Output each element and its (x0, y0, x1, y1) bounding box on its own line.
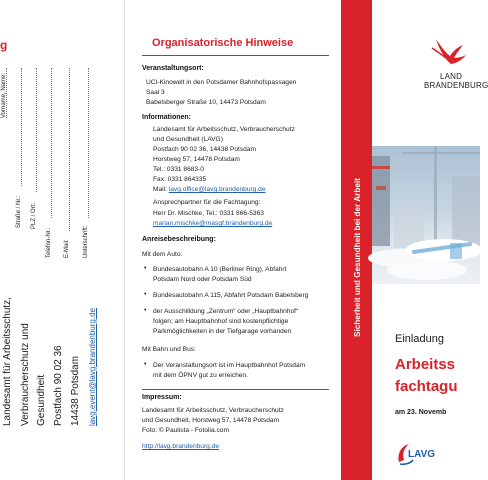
logo-line-land: LAND (440, 72, 463, 81)
form-line-city[interactable] (36, 68, 37, 192)
form-line-phone[interactable] (51, 68, 52, 218)
brandenburg-eagle-logo (430, 36, 474, 70)
info-mail-label: Mail: (153, 186, 169, 193)
info-line-3: Postfach 90 02 36, 14438 Potsdam (153, 146, 257, 153)
contact-line: Herr Dr. Mischke, Tel.: 0331 866-5363 (153, 210, 264, 217)
imprint-line-3: Foto: © Paulista - Fotolia.com (142, 427, 229, 434)
lavg-logo-text: LAVG (408, 449, 436, 460)
slogan-text: Sicherheit und Gesundheit bei der Arbeit (353, 178, 362, 337)
form-label-city: PLZ / Ort: (31, 202, 37, 229)
form-label-name: Vorname, Name: (1, 72, 7, 118)
cover-title-line-1: Arbeitss (395, 356, 456, 373)
venue-line-2: Saal 3 (146, 89, 165, 96)
info-title: Organisatorische Hinweise (152, 37, 294, 49)
imprint-heading: Impressum: (142, 394, 182, 401)
form-label-street: Straße / Nr.: (16, 195, 22, 228)
train-bullet-line-1: Der Veranstaltungsort ist im Hauptbahnhof Potsdam (153, 362, 306, 369)
event-date: am 23. Novemb (395, 409, 447, 416)
by-car-label: Mit dem Auto: (142, 251, 183, 258)
imprint-line-1: Landesamt für Arbeitsschutz, Verbraucherschutz (142, 407, 284, 414)
form-label-signature: Unterschrift: (83, 225, 89, 258)
info-mail-row (153, 185, 266, 194)
directions-heading: Anreisebeschreibung: (142, 236, 216, 243)
car-bullet-1-line-2: Potsdam Nord oder Potsdam Süd (153, 276, 252, 283)
car-bullet-3-line-1: der Ausschilldung „Zentrum“ oder „Hauptbahnhof“ (153, 308, 299, 315)
title-divider (142, 55, 329, 56)
address-line-5: 14438 Potsdam (70, 355, 81, 426)
venue-line-1: UCI-Kinowelt in den Potsdamer Bahnhofspassagen (146, 79, 297, 86)
registration-title: g (0, 38, 8, 52)
bullet-dot: • (144, 265, 147, 272)
car-bullet-3-line-2: folgen; am Hauptbahnhof sind kostenpflichtige (153, 318, 289, 325)
venue-heading: Veranstaltungsort: (142, 65, 204, 72)
invitation-label: Einladung (395, 333, 444, 345)
contact-email-link[interactable]: marian.mischke@masgf.brandenburg.de (153, 220, 273, 227)
info-line-5: Tel.: 0331 8683-0 (153, 166, 204, 173)
construction-scene-illustration (372, 146, 480, 284)
info-panel (125, 0, 340, 480)
car-bullet-3-line-3: Parkmöglichkeiten in der Tiefgarage vorhanden (153, 328, 292, 335)
form-label-email: E-Mail: (64, 239, 70, 258)
car-bullet-2-line-1: Bundesautobahn A 115, Abfahrt Potsdam Babelsberg (153, 292, 309, 299)
car-bullet-1-line-1: Bundesautobahn A 10 (Berliner Ring), Abfahrt (153, 266, 287, 273)
form-line-name[interactable] (6, 68, 7, 118)
cover-panel (372, 0, 488, 480)
registration-panel (0, 0, 124, 480)
form-label-phone: Telefon-Nr.: (46, 227, 52, 258)
venue-line-3: Babelsberger Straße 10, 14473 Potsdam (146, 99, 266, 106)
address-line-2: Verbraucherschutz und (20, 323, 31, 426)
form-line-street[interactable] (21, 68, 22, 186)
info-heading: Informationen: (142, 114, 191, 121)
contact-label: Ansprechpartner für die Fachtagung: (153, 199, 261, 206)
bullet-dot: • (144, 361, 147, 368)
info-line-1: Landesamt für Arbeitsschutz, Verbraucherschutz (153, 126, 295, 133)
address-email-link[interactable]: lavg.event@lavg.brandenburg.de (88, 308, 97, 426)
info-mail-link[interactable]: lavg.office@lavg.brandenburg.de (168, 186, 266, 193)
imprint-line-2: und Gesundheit, Horstweg 57, 14478 Potsdam (142, 417, 280, 424)
bullet-dot: • (144, 307, 147, 314)
address-line-3: Gesundheit (36, 374, 47, 426)
info-line-2: und Gesundheit (LAVG) (153, 136, 223, 143)
info-line-6: Fax: 0331 864335 (153, 176, 207, 183)
form-line-email[interactable] (69, 68, 70, 231)
logo-line-brandenburg: BRANDENBURG (424, 81, 488, 90)
lavg-logo (395, 440, 435, 466)
train-bullet-line-2: mit dem ÖPNV gut zu erreichen. (153, 372, 248, 379)
address-line-1: Landesamt für Arbeitsschutz, (2, 297, 13, 426)
by-train-label: Mit Bahn und Bus: (142, 346, 196, 353)
form-line-signature[interactable] (88, 68, 89, 218)
bullet-dot: • (144, 291, 147, 298)
imprint-link[interactable]: http://lavg.brandenburg.de (142, 443, 219, 450)
slogan-band (341, 0, 372, 480)
cover-photo (372, 146, 480, 284)
address-line-4: Postfach 90 02 36 (53, 345, 64, 426)
imprint-divider (142, 389, 329, 390)
info-line-4: Horstweg 57, 14478 Potsdam (153, 156, 240, 163)
cover-title-line-2: fachtagu (395, 378, 458, 395)
